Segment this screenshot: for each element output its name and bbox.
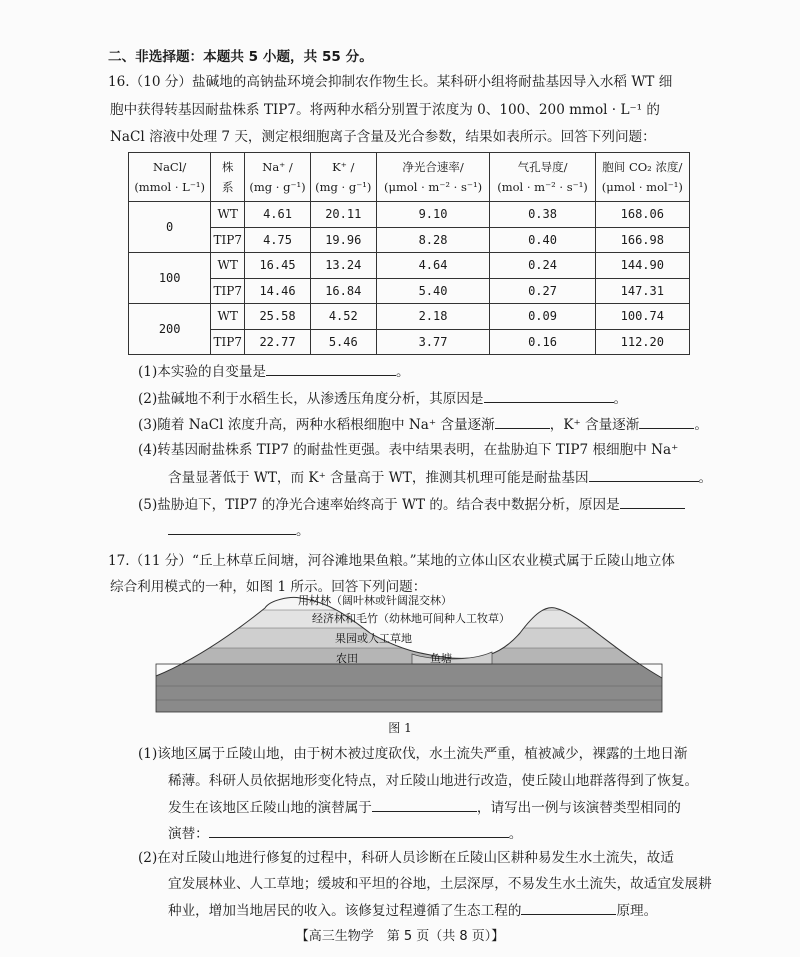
value-cell: 20.11 xyxy=(310,202,376,228)
table-header-cell xyxy=(490,153,595,202)
header-text: Na⁺ / xyxy=(262,160,293,174)
label-fish-pond: 鱼塘 xyxy=(430,652,452,665)
value-cell: 4.52 xyxy=(310,304,376,330)
answer-blank[interactable] xyxy=(372,797,477,812)
nacl-concentration-cell: 0 xyxy=(129,202,211,253)
header-text: (μmol · mol⁻¹) xyxy=(601,180,683,194)
table-header-cell xyxy=(310,153,376,202)
q16-stem-line3: NaCl 溶液中处理 7 天，测定根细胞离子含量及光合参数，结果如表所示。回答下列问题： xyxy=(110,129,656,145)
value-cell: 5.40 xyxy=(376,278,490,304)
value-cell: 4.61 xyxy=(245,202,311,228)
table-row xyxy=(129,278,690,304)
answer-blank[interactable] xyxy=(589,467,699,482)
answer-blank[interactable] xyxy=(639,414,694,429)
header-text: 胞间 CO₂ 浓度/ xyxy=(602,160,683,174)
strain-cell: WT xyxy=(211,202,245,228)
q17-sub1-line4: 演替： 。 xyxy=(168,823,522,844)
header-text: 净光合速率/ xyxy=(402,160,464,174)
value-cell: 4.64 xyxy=(376,253,490,279)
value-cell: 14.46 xyxy=(245,278,311,304)
strain-cell: WT xyxy=(211,253,245,279)
value-cell: 25.58 xyxy=(245,304,311,330)
q16-sub1: (1)本实验的自变量是 。 xyxy=(138,361,410,382)
strain-cell: TIP7 xyxy=(211,227,245,253)
value-cell: 147.31 xyxy=(595,278,689,304)
label-orchard: 果园或人工草地 xyxy=(335,632,412,645)
q16-data-table xyxy=(128,152,690,355)
table-row xyxy=(129,253,690,279)
answer-blank[interactable] xyxy=(209,823,509,838)
table-row xyxy=(129,329,690,355)
q16-sub2: (2)盐碱地不利于水稻生长，从渗透压角度分析，其原因是 。 xyxy=(138,388,627,409)
table-header-row xyxy=(129,153,690,202)
label-timber-forest: 用材林（阔叶林或针阔混交林） xyxy=(298,594,452,607)
answer-blank[interactable] xyxy=(266,361,396,376)
table-header-cell xyxy=(595,153,689,202)
value-cell: 2.18 xyxy=(376,304,490,330)
q17-sub2-line1: (2)在对丘陵山地进行修复的过程中，科研人员诊断在丘陵山区耕种易发生水土流失，故适 xyxy=(138,850,674,866)
value-cell: 100.74 xyxy=(595,304,689,330)
value-cell: 8.28 xyxy=(376,227,490,253)
strain-cell: TIP7 xyxy=(211,329,245,355)
q16-stem-line1: 16.（10 分）盐碱地的高钠盐环境会抑制农作物生长。某科研小组将耐盐基因导入水稻 WT 细 xyxy=(108,74,673,90)
header-text: (μmol · m⁻² · s⁻¹) xyxy=(384,180,483,194)
header-text: NaCl/ xyxy=(153,160,187,174)
value-cell: 3.77 xyxy=(376,329,490,355)
q17-sub2-line2: 宜发展林业、人工草地；缓坡和平坦的谷地，土层深厚，不易发生水土流失，故适宜发展耕 xyxy=(168,876,712,892)
q17-sub1-line1: (1)该地区属于丘陵山地，由于树木被过度砍伐，水土流失严重，植被减少，裸露的土地日渐 xyxy=(138,746,688,762)
table-row xyxy=(129,202,690,228)
q16-sub5-line2: 。 xyxy=(168,520,310,541)
q17-sub2-line3: 种业，增加当地居民的收入。该修复过程遵循了生态工程的 原理。 xyxy=(168,900,657,921)
answer-blank[interactable] xyxy=(495,414,550,429)
value-cell: 166.98 xyxy=(595,227,689,253)
header-text: K⁺ / xyxy=(332,160,355,174)
value-cell: 168.06 xyxy=(595,202,689,228)
value-cell: 9.10 xyxy=(376,202,490,228)
answer-blank[interactable] xyxy=(521,900,616,915)
value-cell: 19.96 xyxy=(310,227,376,253)
header-text: 系 xyxy=(221,180,234,194)
q16-sub4-line1: (4)转基因耐盐株系 TIP7 的耐盐性更强。表中结果表明，在盐胁迫下 TIP7 根细胞中 Na⁺ xyxy=(138,442,679,458)
value-cell: 0.27 xyxy=(490,278,595,304)
answer-blank[interactable] xyxy=(620,494,685,509)
strain-cell: TIP7 xyxy=(211,278,245,304)
value-cell: 16.45 xyxy=(245,253,311,279)
q17-sub1-line3: 发生在该地区丘陵山地的演替属于 ，请写出一例与该演替类型相同的 xyxy=(168,797,681,818)
value-cell: 5.46 xyxy=(310,329,376,355)
value-cell: 112.20 xyxy=(595,329,689,355)
value-cell: 0.40 xyxy=(490,227,595,253)
value-cell: 0.38 xyxy=(490,202,595,228)
section-header: 二、非选择题：本题共 5 小题，共 55 分。 xyxy=(108,49,373,65)
header-text: (mol · m⁻² · s⁻¹) xyxy=(497,180,588,194)
table-row xyxy=(129,227,690,253)
table-header-cell xyxy=(129,153,211,202)
q16-sub3: (3)随着 NaCl 浓度升高，两种水稻根细胞中 Na⁺ 含量逐渐 ，K⁺ 含量逐渐 。 xyxy=(138,414,708,435)
q17-sub1-line2: 稀薄。科研人员依据地形变化特点，对丘陵山地进行改造，使丘陵山地群落得到了恢复。 xyxy=(168,773,699,789)
label-farmland: 农田 xyxy=(336,652,358,665)
value-cell: 144.90 xyxy=(595,253,689,279)
q16-sub5-line1: (5)盐胁迫下，TIP7 的净光合速率始终高于 WT 的。结合表中数据分析，原因是 xyxy=(138,494,685,515)
terrain-figure xyxy=(150,588,668,720)
value-cell: 0.24 xyxy=(490,253,595,279)
header-text: 株 xyxy=(221,160,234,174)
answer-blank[interactable] xyxy=(484,388,614,403)
answer-blank[interactable] xyxy=(168,520,296,535)
table-header-cell xyxy=(211,153,245,202)
header-text: 气孔导度/ xyxy=(517,160,568,174)
value-cell: 0.09 xyxy=(490,304,595,330)
value-cell: 4.75 xyxy=(245,227,311,253)
nacl-concentration-cell: 100 xyxy=(129,253,211,304)
header-text: (mmol · L⁻¹) xyxy=(134,180,205,194)
table-row xyxy=(129,304,690,330)
figure-caption: 图 1 xyxy=(388,721,412,735)
page-footer: 【高三生物学 第 5 页（共 8 页）】 xyxy=(295,929,505,944)
value-cell: 16.84 xyxy=(310,278,376,304)
header-text: (mg · g⁻¹) xyxy=(249,180,306,194)
value-cell: 0.16 xyxy=(490,329,595,355)
strain-cell: WT xyxy=(211,304,245,330)
value-cell: 22.77 xyxy=(245,329,311,355)
q16-stem-line2: 胞中获得转基因耐盐株系 TIP7。将两种水稻分别置于浓度为 0、100、200 mmol · L⁻¹ 的 xyxy=(110,102,661,118)
table-header-cell xyxy=(376,153,490,202)
q16-sub4-line2: 含量显著低于 WT，而 K⁺ 含量高于 WT，推测其机理可能是耐盐基因 。 xyxy=(168,467,712,488)
nacl-concentration-cell: 200 xyxy=(129,304,211,355)
value-cell: 13.24 xyxy=(310,253,376,279)
table-header-cell xyxy=(245,153,311,202)
header-text: (mg · g⁻¹) xyxy=(315,180,372,194)
q17-stem-line1: 17.（11 分）“丘上林草丘间塘，河谷滩地果鱼粮。”某地的立体山区农业模式属于丘陵山地立体 xyxy=(108,553,675,569)
q17-stem-line2: 综合利用模式的一种，如图 1 所示。回答下列问题： xyxy=(110,579,427,595)
label-economic-forest: 经济林和毛竹（幼林地可间种人工牧草） xyxy=(312,612,510,625)
